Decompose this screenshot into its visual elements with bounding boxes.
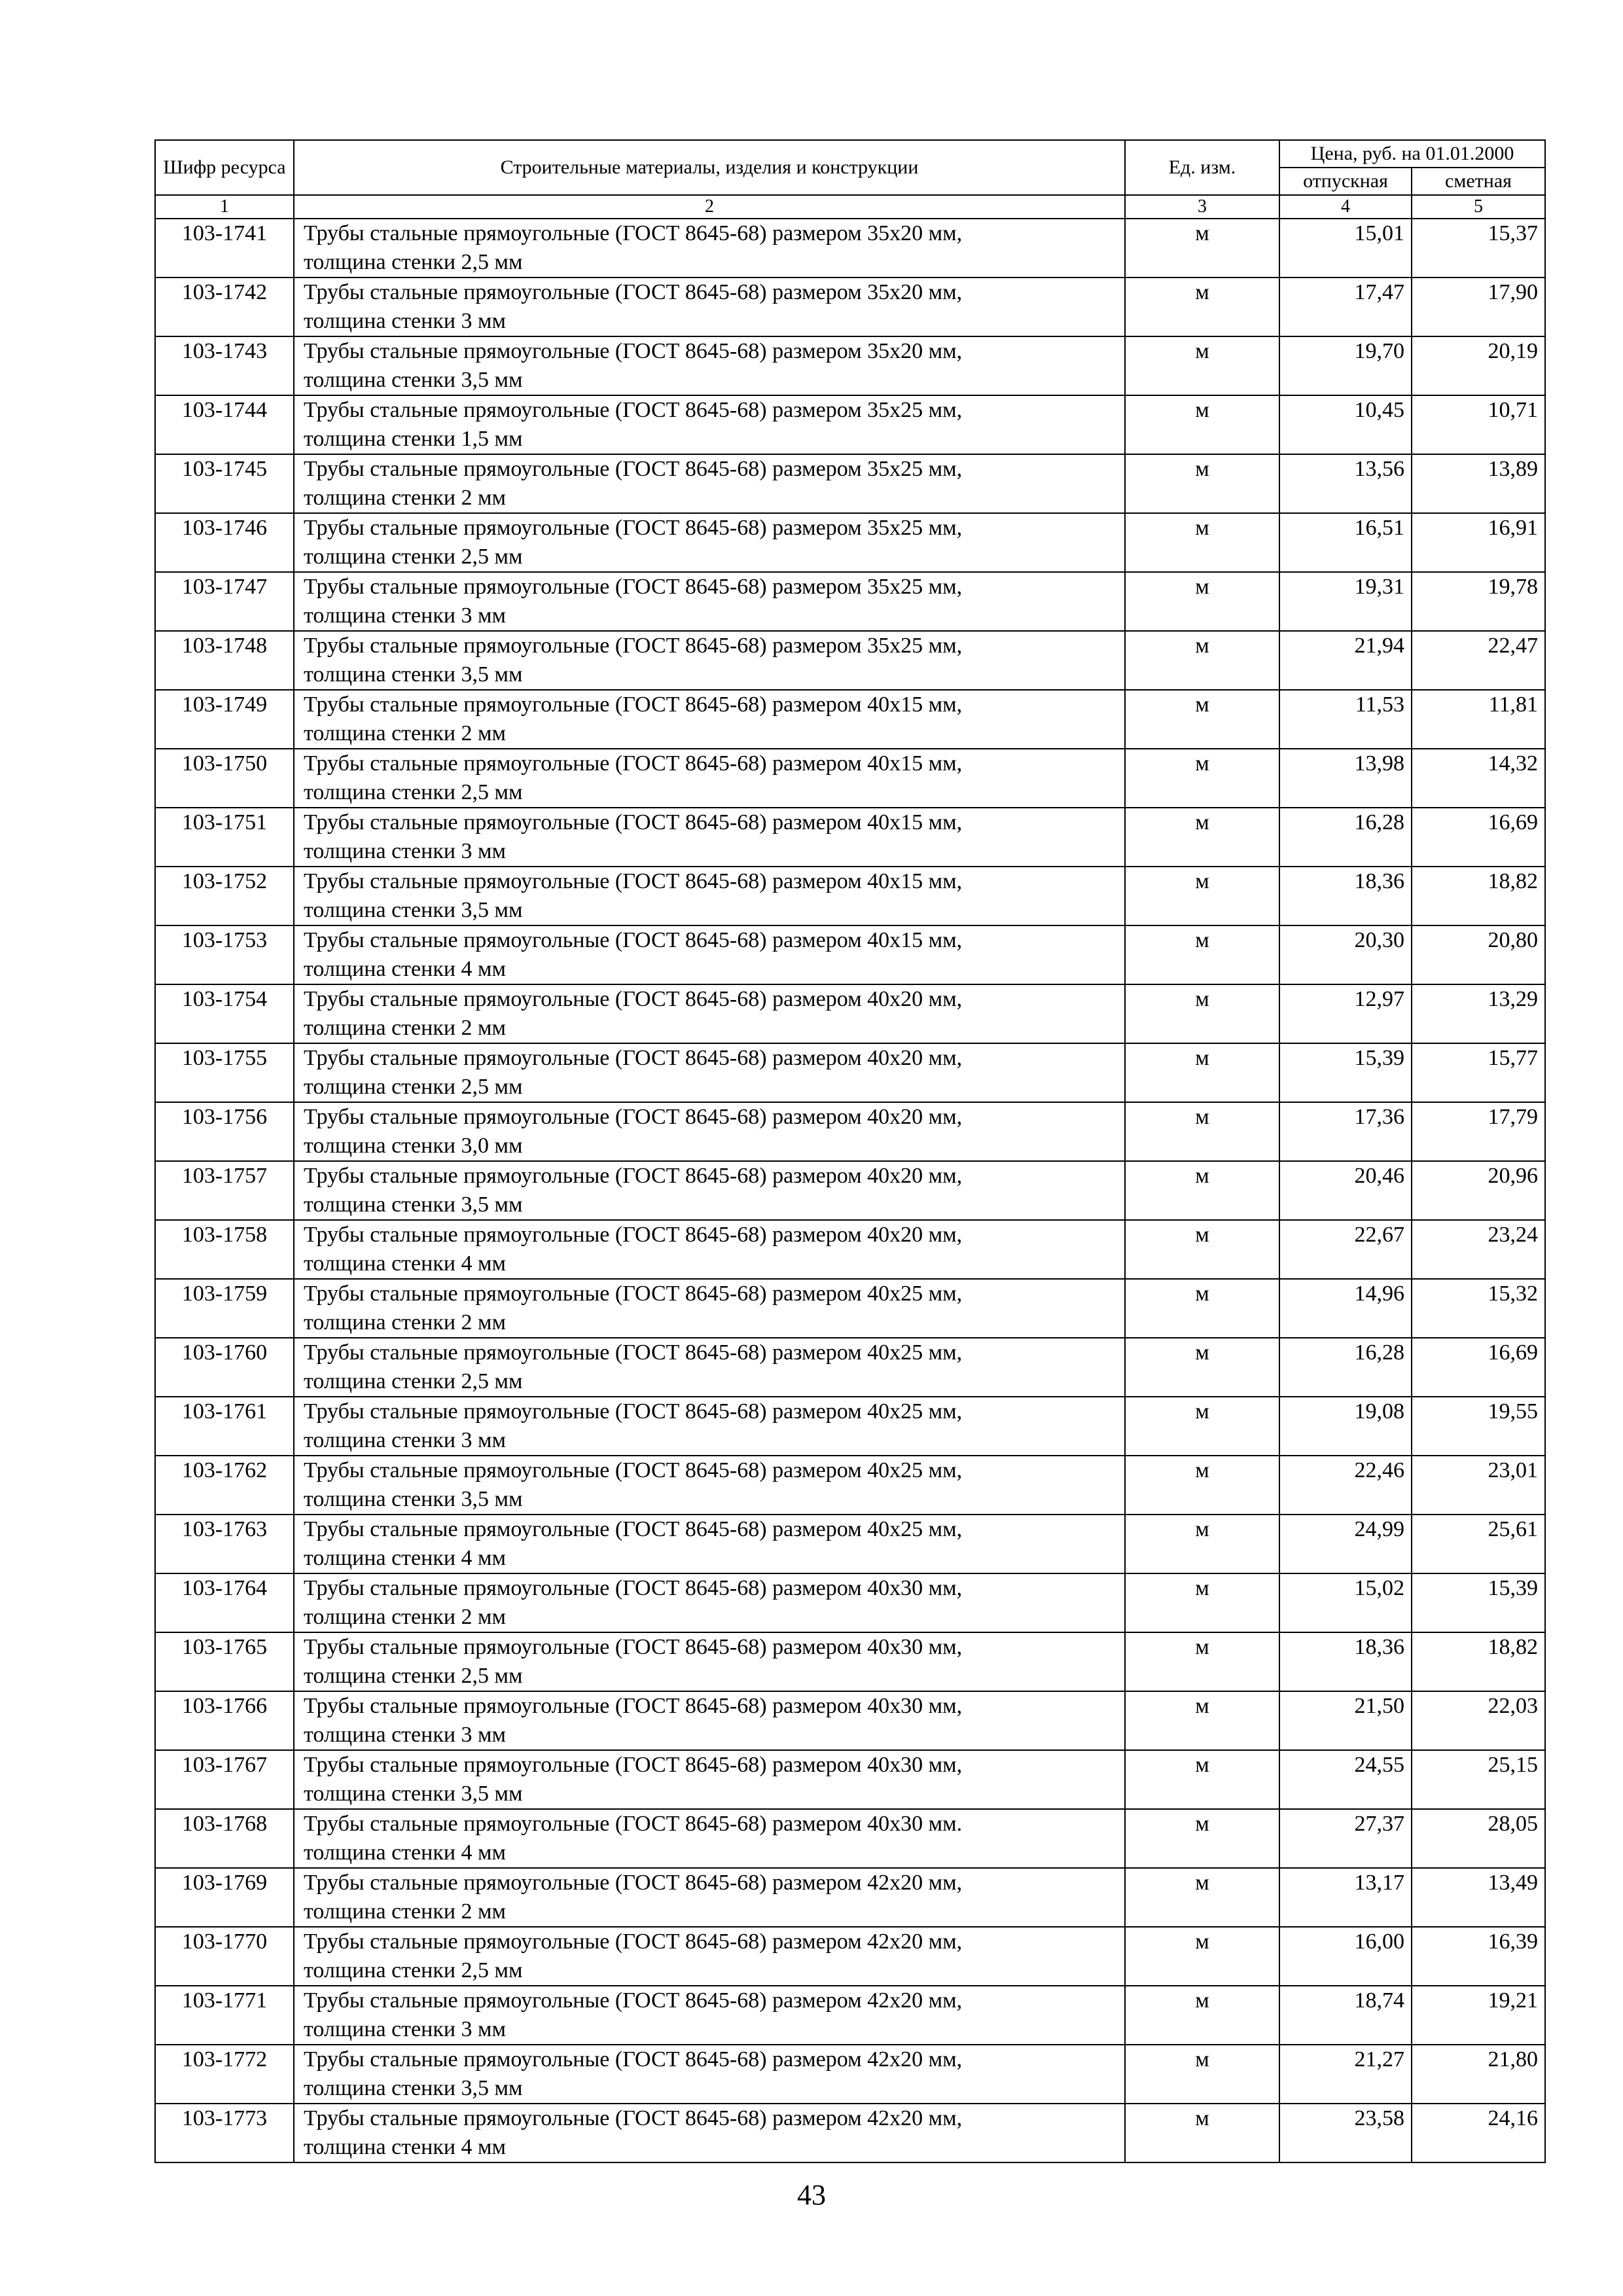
wall-thickness-line: толщина стенки 3,5 мм [304,662,523,687]
table-row [155,925,1545,984]
unit-cell: м [1125,2045,1279,2104]
material-name [294,336,1125,395]
unit-cell: м [1125,1691,1279,1750]
material-name [294,2045,1125,2104]
unit-cell: м [1125,1161,1279,1220]
material-name-line: Трубы стальные прямоугольные (ГОСТ 8645-68) размером 42х20 мм, [304,2106,963,2130]
resource-code: 103-1742 [155,278,294,336]
resource-code: 103-1773 [155,2104,294,2162]
table-row [155,1573,1545,1632]
resource-code: 103-1754 [155,984,294,1043]
wall-thickness-line: толщина стенки 4 мм [304,1251,507,1276]
estimate-price-cell: 17,79 [1412,1102,1545,1161]
wall-thickness-line: толщина стенки 3,5 мм [304,898,523,922]
resource-code: 103-1770 [155,1927,294,1986]
estimate-price-cell: 13,89 [1412,454,1545,513]
estimate-price-cell: 25,15 [1412,1750,1545,1809]
release-price-cell: 13,17 [1279,1868,1412,1927]
unit-cell: м [1125,1809,1279,1868]
release-price-cell: 15,02 [1279,1573,1412,1632]
material-name-line: Трубы стальные прямоугольные (ГОСТ 8645-68) размером 35х20 мм, [304,339,963,363]
header-unit: Ед. изм. [1125,140,1279,195]
material-name [294,219,1125,278]
release-price-cell: 16,00 [1279,1927,1412,1986]
material-name-line: Трубы стальные прямоугольные (ГОСТ 8645-68) размером 40х25 мм, [304,1458,963,1482]
header-price: Цена, руб. на 01.01.2000 [1279,140,1545,168]
resource-code: 103-1758 [155,1220,294,1279]
table-row [155,1161,1545,1220]
material-name [294,1573,1125,1632]
material-name [294,631,1125,690]
unit-cell: м [1125,395,1279,454]
release-price-cell: 15,01 [1279,219,1412,278]
unit-cell: м [1125,1220,1279,1279]
table-row [155,984,1545,1043]
table-row [155,1220,1545,1279]
table-row [155,1456,1545,1515]
table-row [155,336,1545,395]
estimate-price-cell: 20,96 [1412,1161,1545,1220]
estimate-price-cell: 11,81 [1412,690,1545,749]
resource-code: 103-1764 [155,1573,294,1632]
wall-thickness-line: толщина стенки 3 мм [304,2017,507,2041]
estimate-price-cell: 19,21 [1412,1986,1545,2045]
wall-thickness-line: толщина стенки 2 мм [304,721,507,745]
material-name [294,749,1125,808]
table-row [155,1102,1545,1161]
wall-thickness-line: толщина стенки 1,5 мм [304,427,523,451]
unit-cell: м [1125,572,1279,631]
unit-cell: м [1125,1279,1279,1338]
material-name [294,808,1125,867]
page-number: 43 [797,2179,826,2211]
estimate-price-cell: 15,39 [1412,1573,1545,1632]
unit-cell: м [1125,1515,1279,1573]
material-name-line: Трубы стальные прямоугольные (ГОСТ 8645-68) размером 40х15 мм, [304,692,963,717]
table-row [155,513,1545,572]
wall-thickness-line: толщина стенки 2 мм [304,1016,507,1040]
estimate-price-cell: 18,82 [1412,867,1545,925]
resource-code: 103-1761 [155,1397,294,1456]
material-name [294,1397,1125,1456]
table-row [155,219,1545,278]
release-price-cell: 10,45 [1279,395,1412,454]
material-name [294,1279,1125,1338]
column-number-row [155,195,1545,219]
wall-thickness-line: толщина стенки 4 мм [304,1546,507,1570]
release-price-cell: 24,55 [1279,1750,1412,1809]
unit-cell: м [1125,513,1279,572]
material-name [294,1515,1125,1573]
release-price-cell: 16,51 [1279,513,1412,572]
column-number: 4 [1279,195,1412,219]
estimate-price-cell: 28,05 [1412,1809,1545,1868]
table-row [155,572,1545,631]
wall-thickness-line: толщина стенки 3 мм [304,603,507,628]
estimate-price-cell: 16,39 [1412,1927,1545,1986]
material-name-line: Трубы стальные прямоугольные (ГОСТ 8645-68) размером 40х15 мм, [304,810,963,834]
material-name [294,690,1125,749]
wall-thickness-line: толщина стенки 3 мм [304,1428,507,1452]
wall-thickness-line: толщина стенки 2,5 мм [304,545,523,569]
material-name-line: Трубы стальные прямоугольные (ГОСТ 8645-68) размером 35х25 мм, [304,575,963,599]
wall-thickness-line: толщина стенки 3,5 мм [304,368,523,392]
release-price-cell: 14,96 [1279,1279,1412,1338]
unit-cell: м [1125,1043,1279,1102]
material-name-line: Трубы стальные прямоугольные (ГОСТ 8645-68) размером 40х25 мм, [304,1282,963,1306]
material-name [294,2104,1125,2162]
resource-code: 103-1749 [155,690,294,749]
resource-code: 103-1743 [155,336,294,395]
column-number: 5 [1412,195,1545,219]
material-name-line: Трубы стальные прямоугольные (ГОСТ 8645-68) размером 40х15 мм, [304,928,963,952]
material-name-line: Трубы стальные прямоугольные (ГОСТ 8645-68) размером 42х20 мм, [304,2047,963,2072]
release-price-cell: 18,74 [1279,1986,1412,2045]
material-name-line: Трубы стальные прямоугольные (ГОСТ 8645-68) размером 40х15 мм, [304,869,963,893]
material-name [294,1220,1125,1279]
material-name-line: Трубы стальные прямоугольные (ГОСТ 8645-68) размером 40х25 мм, [304,1340,963,1365]
release-price-cell: 20,30 [1279,925,1412,984]
material-name [294,278,1125,336]
estimate-price-cell: 25,61 [1412,1515,1545,1573]
unit-cell: м [1125,1102,1279,1161]
unit-cell: м [1125,925,1279,984]
table-row [155,1043,1545,1102]
resource-code: 103-1769 [155,1868,294,1927]
material-name [294,925,1125,984]
estimate-price-cell: 20,19 [1412,336,1545,395]
resource-code: 103-1750 [155,749,294,808]
material-name-line: Трубы стальные прямоугольные (ГОСТ 8645-68) размером 35х25 мм, [304,457,963,481]
estimate-price-cell: 15,32 [1412,1279,1545,1338]
material-name-line: Трубы стальные прямоугольные (ГОСТ 8645-68) размером 35х20 мм, [304,221,963,245]
resource-code: 103-1768 [155,1809,294,1868]
column-number: 3 [1125,195,1279,219]
unit-cell: м [1125,1573,1279,1632]
resource-code: 103-1772 [155,2045,294,2104]
material-name [294,1868,1125,1927]
resource-code: 103-1745 [155,454,294,513]
material-name [294,1809,1125,1868]
resource-code: 103-1744 [155,395,294,454]
table-row [155,690,1545,749]
resource-code: 103-1755 [155,1043,294,1102]
resource-code: 103-1760 [155,1338,294,1397]
estimate-price-cell: 17,90 [1412,278,1545,336]
unit-cell: м [1125,1397,1279,1456]
estimate-price-cell: 18,82 [1412,1632,1545,1691]
release-price-cell: 11,53 [1279,690,1412,749]
wall-thickness-line: толщина стенки 2 мм [304,1899,507,1924]
estimate-price-cell: 13,49 [1412,1868,1545,1927]
material-name [294,513,1125,572]
unit-cell: м [1125,867,1279,925]
table-row [155,749,1545,808]
release-price-cell: 18,36 [1279,1632,1412,1691]
wall-thickness-line: толщина стенки 3 мм [304,1723,507,1747]
material-name [294,1338,1125,1397]
release-price-cell: 19,70 [1279,336,1412,395]
release-price-cell: 21,50 [1279,1691,1412,1750]
material-name-line: Трубы стальные прямоугольные (ГОСТ 8645-68) размером 40х30 мм. [304,1812,963,1836]
release-price-cell: 22,46 [1279,1456,1412,1515]
estimate-price-cell: 19,55 [1412,1397,1545,1456]
table-row [155,1868,1545,1927]
resource-code: 103-1757 [155,1161,294,1220]
material-name [294,1456,1125,1515]
resource-code: 103-1756 [155,1102,294,1161]
table-row [155,1986,1545,2045]
release-price-cell: 20,46 [1279,1161,1412,1220]
material-name [294,867,1125,925]
material-name [294,1102,1125,1161]
unit-cell: м [1125,631,1279,690]
table-row [155,1515,1545,1573]
material-name [294,1632,1125,1691]
material-name-line: Трубы стальные прямоугольные (ГОСТ 8645-68) размером 42х20 мм, [304,1929,963,1954]
header-price-release: отпускная [1279,168,1412,195]
release-price-cell: 21,94 [1279,631,1412,690]
wall-thickness-line: толщина стенки 2,5 мм [304,1369,523,1393]
table-row [155,1809,1545,1868]
estimate-price-cell: 23,24 [1412,1220,1545,1279]
estimate-price-cell: 24,16 [1412,2104,1545,2162]
wall-thickness-line: толщина стенки 2,5 мм [304,780,523,804]
wall-thickness-line: толщина стенки 4 мм [304,1840,507,1865]
wall-thickness-line: толщина стенки 3 мм [304,309,507,333]
material-name-line: Трубы стальные прямоугольные (ГОСТ 8645-68) размером 40х20 мм, [304,1046,963,1070]
estimate-price-cell: 14,32 [1412,749,1545,808]
resource-code: 103-1741 [155,219,294,278]
wall-thickness-line: толщина стенки 3,5 мм [304,1782,523,1806]
release-price-cell: 13,98 [1279,749,1412,808]
material-name-line: Трубы стальные прямоугольные (ГОСТ 8645-68) размером 40х20 мм, [304,987,963,1011]
unit-cell: м [1125,808,1279,867]
estimate-price-cell: 16,69 [1412,1338,1545,1397]
material-name-line: Трубы стальные прямоугольные (ГОСТ 8645-68) размером 35х20 мм, [304,280,963,304]
unit-cell: м [1125,2104,1279,2162]
material-name [294,1986,1125,2045]
estimate-price-cell: 16,69 [1412,808,1545,867]
wall-thickness-line: толщина стенки 3,5 мм [304,2076,523,2100]
wall-thickness-line: толщина стенки 2,5 мм [304,1958,523,1982]
material-name-line: Трубы стальные прямоугольные (ГОСТ 8645-68) размером 40х30 мм, [304,1635,963,1659]
material-name [294,984,1125,1043]
table-row [155,395,1545,454]
release-price-cell: 17,36 [1279,1102,1412,1161]
price-table [154,139,1546,2163]
unit-cell: м [1125,219,1279,278]
resource-code: 103-1763 [155,1515,294,1573]
estimate-price-cell: 20,80 [1412,925,1545,984]
estimate-price-cell: 16,91 [1412,513,1545,572]
wall-thickness-line: толщина стенки 3 мм [304,839,507,863]
table-row [155,1279,1545,1338]
release-price-cell: 21,27 [1279,2045,1412,2104]
material-name-line: Трубы стальные прямоугольные (ГОСТ 8645-68) размером 40х25 мм, [304,1517,963,1541]
resource-code: 103-1753 [155,925,294,984]
resource-code: 103-1751 [155,808,294,867]
material-name-line: Трубы стальные прямоугольные (ГОСТ 8645-68) размером 40х30 мм, [304,1576,963,1600]
estimate-price-cell: 22,47 [1412,631,1545,690]
header-materials: Строительные материалы, изделия и конструкции [294,140,1125,195]
material-name-line: Трубы стальные прямоугольные (ГОСТ 8645-68) размером 40х20 мм, [304,1105,963,1129]
material-name-line: Трубы стальные прямоугольные (ГОСТ 8645-68) размером 35х25 мм, [304,398,963,422]
unit-cell: м [1125,336,1279,395]
resource-code: 103-1752 [155,867,294,925]
table-row [155,1338,1545,1397]
release-price-cell: 15,39 [1279,1043,1412,1102]
unit-cell: м [1125,278,1279,336]
header-code: Шифр ресурса [155,140,294,195]
material-name [294,395,1125,454]
wall-thickness-line: толщина стенки 3,5 мм [304,1487,523,1511]
release-price-cell: 13,56 [1279,454,1412,513]
resource-code: 103-1767 [155,1750,294,1809]
release-price-cell: 16,28 [1279,808,1412,867]
unit-cell: м [1125,1927,1279,1986]
unit-cell: м [1125,1868,1279,1927]
table-row [155,454,1545,513]
material-name-line: Трубы стальные прямоугольные (ГОСТ 8645-68) размером 40х20 мм, [304,1223,963,1247]
unit-cell: м [1125,749,1279,808]
table-row [155,1632,1545,1691]
resource-code: 103-1766 [155,1691,294,1750]
material-name [294,572,1125,631]
unit-cell: м [1125,690,1279,749]
unit-cell: м [1125,1986,1279,2045]
table-row [155,1927,1545,1986]
column-number: 1 [155,195,294,219]
resource-code: 103-1759 [155,1279,294,1338]
release-price-cell: 19,31 [1279,572,1412,631]
material-name-line: Трубы стальные прямоугольные (ГОСТ 8645-68) размером 40х30 мм, [304,1694,963,1718]
wall-thickness-line: толщина стенки 4 мм [304,957,507,981]
resource-code: 103-1762 [155,1456,294,1515]
resource-code: 103-1771 [155,1986,294,2045]
table-row [155,2045,1545,2104]
resource-code: 103-1748 [155,631,294,690]
material-name [294,1927,1125,1986]
material-name [294,1161,1125,1220]
table-body [155,219,1545,2162]
release-price-cell: 17,47 [1279,278,1412,336]
estimate-price-cell: 10,71 [1412,395,1545,454]
material-name-line: Трубы стальные прямоугольные (ГОСТ 8645-68) размером 40х25 мм, [304,1399,963,1424]
table-header [155,140,1545,219]
material-name-line: Трубы стальные прямоугольные (ГОСТ 8645-68) размером 35х25 мм, [304,516,963,540]
table-row [155,278,1545,336]
release-price-cell: 22,67 [1279,1220,1412,1279]
material-name-line: Трубы стальные прямоугольные (ГОСТ 8645-68) размером 42х20 мм, [304,1871,963,1895]
material-name [294,1043,1125,1102]
wall-thickness-line: толщина стенки 2 мм [304,1605,507,1629]
estimate-price-cell: 23,01 [1412,1456,1545,1515]
wall-thickness-line: толщина стенки 3,0 мм [304,1134,523,1158]
resource-code: 103-1765 [155,1632,294,1691]
wall-thickness-line: толщина стенки 4 мм [304,2135,507,2159]
wall-thickness-line: толщина стенки 2,5 мм [304,250,523,274]
release-price-cell: 27,37 [1279,1809,1412,1868]
material-name [294,1691,1125,1750]
release-price-cell: 12,97 [1279,984,1412,1043]
table-row [155,1691,1545,1750]
unit-cell: м [1125,1632,1279,1691]
material-name [294,1750,1125,1809]
material-name-line: Трубы стальные прямоугольные (ГОСТ 8645-68) размером 42х20 мм, [304,1988,963,2013]
table-row [155,867,1545,925]
wall-thickness-line: толщина стенки 3,5 мм [304,1193,523,1217]
unit-cell: м [1125,1338,1279,1397]
unit-cell: м [1125,1456,1279,1515]
column-number: 2 [294,195,1125,219]
header-price-estimate: сметная [1412,168,1545,195]
material-name-line: Трубы стальные прямоугольные (ГОСТ 8645-68) размером 40х20 мм, [304,1164,963,1188]
resource-code: 103-1747 [155,572,294,631]
material-name [294,454,1125,513]
table-row [155,2104,1545,2162]
material-name-line: Трубы стальные прямоугольные (ГОСТ 8645-68) размером 40х15 мм, [304,751,963,776]
material-name-line: Трубы стальные прямоугольные (ГОСТ 8645-68) размером 35х25 мм, [304,634,963,658]
estimate-price-cell: 19,78 [1412,572,1545,631]
unit-cell: м [1125,1750,1279,1809]
release-price-cell: 24,99 [1279,1515,1412,1573]
wall-thickness-line: толщина стенки 2 мм [304,486,507,510]
estimate-price-cell: 15,37 [1412,219,1545,278]
table-row [155,631,1545,690]
table-row [155,808,1545,867]
wall-thickness-line: толщина стенки 2,5 мм [304,1664,523,1688]
estimate-price-cell: 15,77 [1412,1043,1545,1102]
table-row [155,1750,1545,1809]
estimate-price-cell: 21,80 [1412,2045,1545,2104]
material-name-line: Трубы стальные прямоугольные (ГОСТ 8645-68) размером 40х30 мм, [304,1753,963,1777]
resource-code: 103-1746 [155,513,294,572]
estimate-price-cell: 22,03 [1412,1691,1545,1750]
estimate-price-cell: 13,29 [1412,984,1545,1043]
release-price-cell: 23,58 [1279,2104,1412,2162]
wall-thickness-line: толщина стенки 2,5 мм [304,1075,523,1099]
unit-cell: м [1125,454,1279,513]
release-price-cell: 18,36 [1279,867,1412,925]
table-row [155,1397,1545,1456]
wall-thickness-line: толщина стенки 2 мм [304,1310,507,1335]
release-price-cell: 16,28 [1279,1338,1412,1397]
unit-cell: м [1125,984,1279,1043]
release-price-cell: 19,08 [1279,1397,1412,1456]
